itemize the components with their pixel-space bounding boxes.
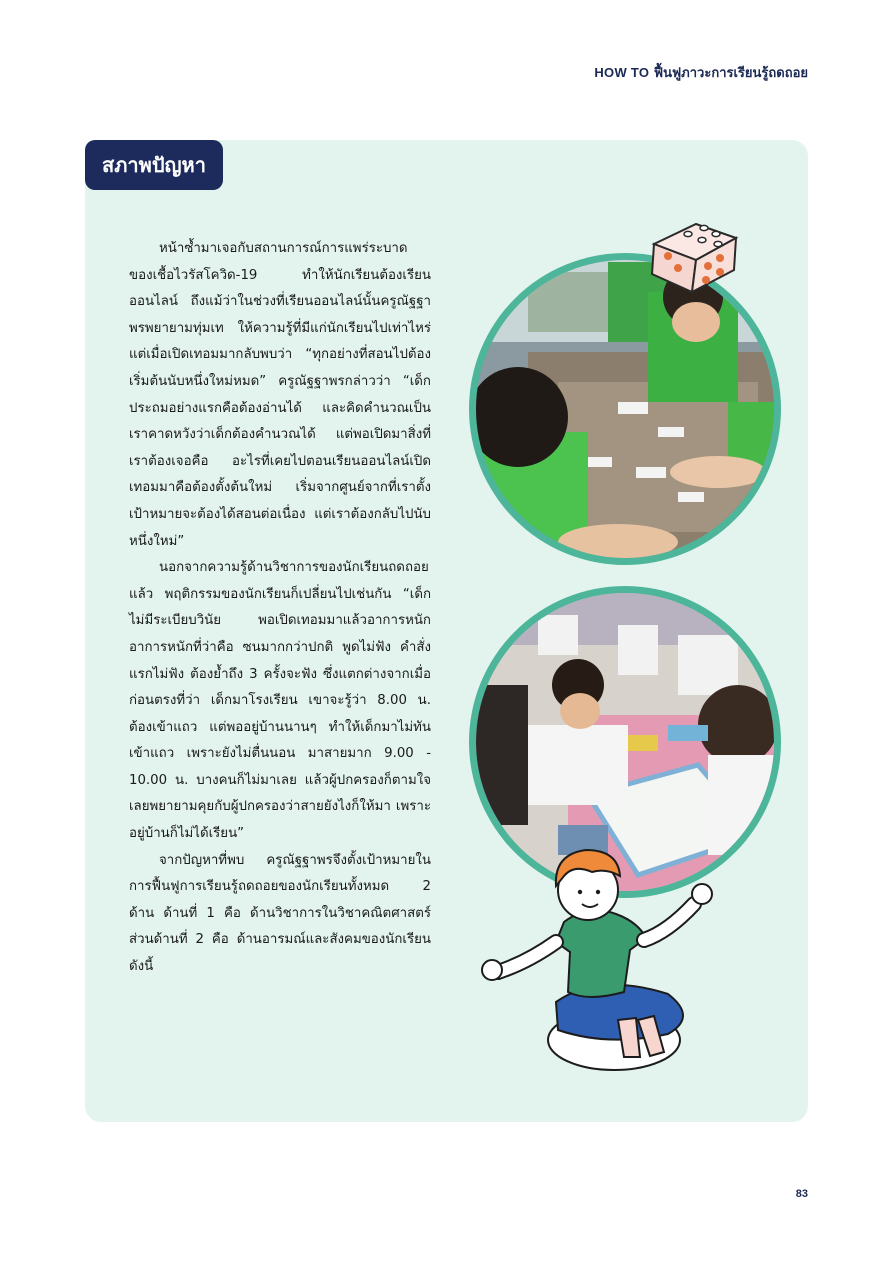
page-header xyxy=(594,62,808,83)
page-number: 83 xyxy=(795,1188,808,1200)
paragraph-1: หน้าซ้ำมาเจอกับสถานการณ์การแพร่ระบาดของเชื้อไวรัสโควิด-19 ทำให้นักเรียนต้องเรียนออนไลน์ ถึงแม้ว่าในช่วงที่เรียนออนไลน์นั้นครูณัฐฐาพรพยายามทุ่มเท ให้ความรู้ที่มีแก่นักเรียนไปเท่าไหร่ แต่เมื่อเปิดเทอมมากลับพบว่า “ทุกอย่างที่สอนไปต้องเริ่มต้นนับหนึ่งใหม่หมด” ครูณัฐฐาพรกล่าวว่า “เด็กประถมอย่างแรกคือต้องอ่านได้ และคิดคำนวณเป็น เราคาดหวังว่าเด็กต้องคำนวณได้ แต่พอเปิดมาสิ่งที่เราต้องเจอคือ อะไรที่เคยไปตอนเรียนออนไลน์เปิดเทอมมาคือต้องตั้งต้นใหม่ เริ่มจากศูนย์จากที่เราตั้งเป้าหมายจะต้องได้สอนต่อเนื่อง แต่เราต้องกลับไปนับหนึ่งใหม่” xyxy=(129,241,431,549)
header-title: ฟื้นฟูภาวะการเรียนรู้ถดถอย xyxy=(653,66,808,81)
dice-icon xyxy=(644,214,744,298)
paragraph-3: จากปัญหาที่พบ ครูณัฐฐาพรจึงตั้งเป้าหมายในการฟื้นฟูการเรียนรู้ถดถอยของนักเรียนทั้งหมด 2 ด้าน ด้านที่ 1 คือ ด้านวิชาการในวิชาคณิตศาสตร์ ส่วนด้านที่ 2 คือ ด้านอารมณ์และสังคมของนักเรียน ดังนี้ xyxy=(129,852,431,975)
header-brand: HOW TO xyxy=(594,65,650,80)
paragraph-2: นอกจากความรู้ด้านวิชาการของนักเรียนถดถอยแล้ว พฤติกรรมของนักเรียนก็เปลี่ยนไปเช่นกัน “เด็กไม่มีระเบียบวินัย พอเปิดเทอมมาแล้วอาการหนัก อาการหนักที่ว่าคือ ซนมากกว่าปกติ พูดไม่ฟัง คำสั่งแรกไม่ฟัง ต้องย้ำถึง 3 ครั้งจะฟัง ซึ่งแตกต่างจากเมื่อก่อนตรงที่ว่า เด็กมาโรงเรียน เขาจะรู้ว่า 8.00 น. ต้องเข้าแถว แต่พออยู่บ้านนานๆ ทำให้เด็กมาไม่ทันเข้าแถว เพราะยังไม่ตื่นนอน มาสายมาก 9.00 - 10.00 น. บางคนก็ไม่มาเลย แล้วผู้ปกครองก็ตามใจ เลยพยายามคุยกับผู้ปกครองว่าสายยังไงก็ให้มา เพราะอยู่บ้านก็ไม่ได้เรียน” xyxy=(129,560,431,842)
classroom-photo-1 xyxy=(468,252,782,566)
article-body xyxy=(129,236,431,981)
section-tag: สภาพปัญหา xyxy=(85,140,223,190)
meditating-child-illustration xyxy=(468,842,728,1078)
